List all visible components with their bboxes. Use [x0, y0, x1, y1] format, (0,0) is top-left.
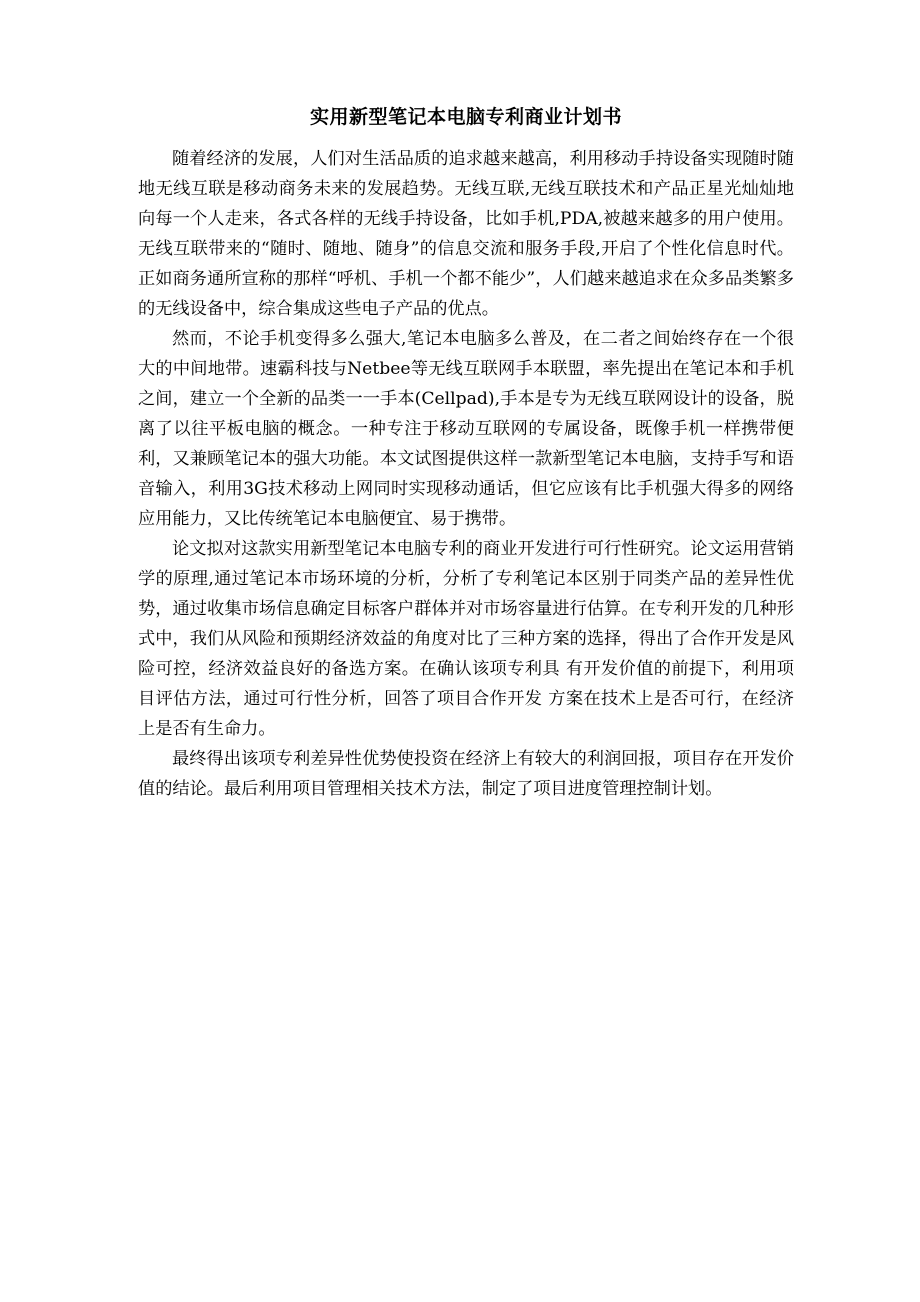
- paragraph-4: 最终得出该项专利差异性优势使投资在经济上有较大的利润回报，项目存在开发价值的结论。最后利用项目管理相关技术方法，制定了项目进度管理控制计划。: [138, 749, 794, 799]
- document-body: [138, 100, 794, 804]
- paragraph-3: 论文拟对这款实用新型笔记本电脑专利的商业开发进行可行性研究。论文运用营销学的原理,通过笔记本市场环境的分析，分析了专利笔记本区别于同类产品的差异性优势，通过收集市场信息确定目标客户群体并对市场容量进行估算。在专利开发的几种形式中，我们从风险和预期经济效益的角度对比了三种方案的选择，得出了合作开发是风险可控，经济效益良好的备选方案。在确认该项专利具 有开发价值的前提下，利用项目评估方法，通过可行性分析，回答了项目合作开发 方案在技术上是否可行，在经济上是否有生命力。: [138, 539, 794, 739]
- paragraph-1: 随着经济的发展，人们对生活品质的追求越来越高，利用移动手持设备实现随时随地无线互联是移动商务未来的发展趋势。无线互联,无线互联技术和产品正星光灿灿地向每一个人走来，各式各样的无线手持设备，比如手机,PDA,被越来越多的用户使用。无线互联带来的“随时、随地、随身”的信息交流和服务手段,开启了个性化信息时代。正如商务通所宣称的那样“呼机、手机一个都不能少”，人们越来越追求在众多品类繁多的无线设备中，综合集成这些电子产品的优点。: [138, 149, 794, 319]
- paragraph-2: 然而，不论手机变得多么强大,笔记本电脑多么普及，在二者之间始终存在一个很大的中间地带。速霸科技与Netbee等无线互联网手本联盟，率先提出在笔记本和手机之间，建立一个全新的品类一一手本(Cellpad),手本是专为无线互联网设计的设备，脱离了以往平板电脑的概念。一种专注于移动互联网的专属设备，既像手机一样携带便利，又兼顾笔记本的强大功能。本文试图提供这样一款新型笔记本电脑，支持手写和语音输入，利用3G技术移动上网同时实现移动通话，但它应该有比手机强大得多的网络应用能力，又比传统笔记本电脑便宜、易于携带。: [138, 329, 794, 529]
- document-title: 实用新型笔记本电脑专利商业计划书: [309, 106, 622, 128]
